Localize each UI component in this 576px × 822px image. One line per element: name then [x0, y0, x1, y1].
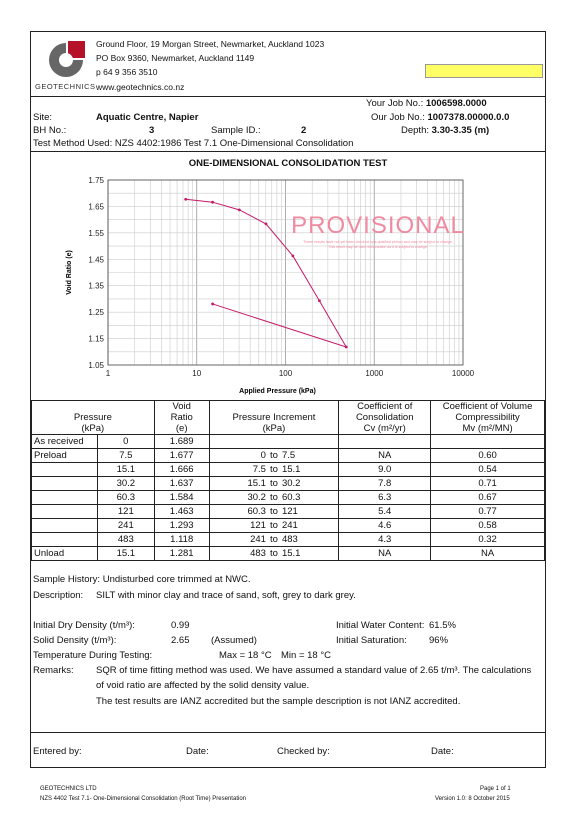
table-row: [32, 519, 545, 533]
our-job-value: 1007378.00000.0.0: [427, 112, 510, 123]
cv-cell: 4.3: [339, 533, 431, 547]
stage-cell: [32, 505, 98, 519]
cv-cell: NA: [339, 449, 431, 463]
mv-cell: 0.77: [431, 505, 545, 519]
increment-to-word: to: [270, 520, 278, 531]
cv-cell: [339, 435, 431, 449]
increment-from: 7.5: [252, 464, 266, 475]
logo-wordmark: GEOTECHNICS: [35, 82, 96, 91]
pressure-cell: 241: [97, 519, 154, 533]
stage-cell: Preload: [32, 449, 98, 463]
your-job-value: 1006598.0000: [425, 98, 487, 109]
entered-by-label: Entered by:: [33, 746, 82, 757]
history-label: Sample History:: [33, 574, 101, 585]
cv-cell: 6.3: [339, 491, 431, 505]
increment-to-word: to: [270, 464, 278, 475]
stage-cell: [32, 477, 98, 491]
x-tick-label: 100: [278, 369, 293, 378]
header-cv: Coefficient of Consolidation Cv (m²/yr): [339, 401, 431, 435]
y-tick-label: 1.55: [88, 228, 104, 238]
x-tick-label: 10000: [451, 369, 475, 378]
pressure-cell: 121: [97, 505, 154, 519]
site-value: Aquatic Centre, Napier: [96, 112, 199, 123]
saturation-label: Initial Saturation:: [336, 635, 407, 646]
header-pressure: Pressure (kPa): [32, 401, 155, 435]
date-label-2: Date:: [431, 746, 454, 757]
increment-to-word: to: [270, 450, 278, 461]
increment-cell: [209, 519, 339, 533]
description-label: Description:: [33, 590, 84, 601]
stage-cell: [32, 491, 98, 505]
increment-to: 121: [281, 506, 298, 517]
void-ratio-cell: 1.293: [154, 519, 209, 533]
solid-density-label: Solid Density (t/m³):: [33, 635, 117, 646]
increment-from: 121: [250, 520, 266, 531]
pressure-cell: 60.3: [97, 491, 154, 505]
remark-line-1: SQR of time fitting method was used. We have assumed a standard value of 2.65 t/m³. The calculations: [96, 665, 532, 676]
mv-cell: [431, 435, 545, 449]
data-point: [291, 254, 294, 257]
increment-to: 15.1: [281, 548, 301, 559]
y-tick-label: 1.45: [88, 255, 104, 265]
remark-line-2: of void ratio are affected by the solid density value.: [96, 680, 310, 691]
increment-to-word: to: [270, 534, 278, 545]
bh-value: 3: [149, 125, 155, 136]
increment-cell: [209, 477, 339, 491]
void-ratio-cell: 1.677: [154, 449, 209, 463]
increment-from: 0: [260, 450, 266, 461]
footer-version: Version 1.0: 8 October 2015: [435, 796, 510, 802]
data-point: [345, 346, 348, 349]
dry-density-label: Initial Dry Density (t/m³):: [33, 620, 135, 631]
yellow-stamp: [425, 64, 543, 78]
header-mv: Coefficient of Volume Compressibility Mv (m²/MN): [431, 401, 545, 435]
water-content-value: 61.5%: [429, 620, 456, 631]
footer-document: NZS 4402 Test 7.1- One-Dimensional Consolidation (Root Time) Presentation: [40, 796, 246, 802]
stage-cell: [32, 533, 98, 547]
header-void-ratio: Void Ratio (e): [154, 401, 209, 435]
cv-cell: 5.4: [339, 505, 431, 519]
report-frame: [30, 31, 546, 768]
data-point: [211, 303, 214, 306]
increment-from: 241: [250, 534, 266, 545]
pressure-cell: 15.1: [97, 547, 154, 561]
void-ratio-cell: 1.463: [154, 505, 209, 519]
table-row: [32, 505, 545, 519]
increment-to-word: to: [270, 492, 278, 503]
data-point: [211, 201, 214, 204]
address-line-2: PO Box 9360, Newmarket, Auckland 1149: [96, 53, 255, 63]
increment-cell: [209, 449, 339, 463]
void-ratio-cell: 1.584: [154, 491, 209, 505]
phone: p 64 9 356 3510: [96, 67, 158, 77]
table-header-row: [32, 401, 545, 435]
increment-cell: [209, 547, 339, 561]
our-job-label: Our Job No.:: [371, 112, 425, 123]
data-point: [265, 222, 268, 225]
increment-cell: [209, 435, 339, 449]
cv-cell: 4.6: [339, 519, 431, 533]
void-ratio-cell: 1.281: [154, 547, 209, 561]
increment-to-word: to: [270, 548, 278, 559]
table-row: [32, 477, 545, 491]
y-tick-label: 1.35: [88, 281, 104, 291]
increment-to: 60.3: [281, 492, 301, 503]
cv-cell: 7.8: [339, 477, 431, 491]
temperature-min: Min = 18 °C: [281, 650, 332, 661]
solid-density-note: (Assumed): [211, 635, 257, 646]
remarks-label: Remarks:: [33, 665, 74, 676]
date-label-1: Date:: [186, 746, 209, 757]
increment-to: 241: [281, 520, 298, 531]
cv-cell: 9.0: [339, 463, 431, 477]
data-point: [184, 198, 187, 201]
void-ratio-cell: 1.637: [154, 477, 209, 491]
divider: [31, 151, 545, 152]
description-value: SILT with minor clay and trace of sand, soft, grey to dark grey.: [96, 590, 356, 601]
increment-cell: [209, 463, 339, 477]
increment-to: 483: [281, 534, 298, 545]
consolidation-table: [31, 400, 545, 561]
y-tick-label: 1.15: [88, 334, 104, 344]
pressure-cell: 483: [97, 533, 154, 547]
temperature-label: Temperature During Testing:: [33, 650, 153, 661]
y-tick-label: 1.75: [88, 176, 104, 185]
increment-to: 30.2: [281, 478, 301, 489]
stage-cell: [32, 463, 98, 477]
pressure-cell: 0: [97, 435, 154, 449]
y-tick-label: 1.05: [88, 361, 104, 370]
data-point: [238, 208, 241, 211]
table-row: [32, 533, 545, 547]
mv-cell: 0.67: [431, 491, 545, 505]
remark-line-3: The test results are IANZ accredited but the sample description is not IANZ accredited.: [96, 696, 461, 707]
site-label: Site:: [33, 112, 53, 123]
pressure-cell: 7.5: [97, 449, 154, 463]
increment-from: 30.2: [247, 492, 266, 503]
table-row: [32, 491, 545, 505]
void-ratio-cell: 1.666: [154, 463, 209, 477]
address-line-1: Ground Floor, 19 Morgan Street, Newmarket, Auckland 1023: [96, 39, 325, 49]
chart-title: ONE-DIMENSIONAL CONSOLIDATION TEST: [188, 158, 388, 169]
header-pressure-increment: Pressure Increment (kPa): [209, 401, 339, 435]
mv-cell: 0.54: [431, 463, 545, 477]
provisional-note-1: These results have not yet been checked by a qualified person and may be subject to change.: [303, 240, 453, 244]
pressure-cell: 30.2: [97, 477, 154, 491]
footer-page: Page 1 of 1: [480, 786, 511, 792]
saturation-value: 96%: [429, 635, 449, 646]
x-axis-label: Applied Pressure (kPa): [239, 388, 316, 395]
increment-from: 60.3: [247, 506, 266, 517]
provisional-watermark: PROVISIONAL: [291, 212, 465, 239]
y-tick-label: 1.65: [88, 202, 104, 212]
increment-to-word: to: [270, 506, 278, 517]
consolidation-chart: [31, 170, 545, 400]
table-row: [32, 463, 545, 477]
table-row: [32, 449, 545, 463]
stage-cell: [32, 519, 98, 533]
test-method: Test Method Used: NZS 4402:1986 Test 7.1 One-Dimensional Consolidation: [33, 138, 354, 149]
sample-value: 2: [301, 125, 307, 136]
increment-cell: [209, 491, 339, 505]
temperature-max: Max = 18 °C: [219, 650, 272, 661]
y-tick-label: 1.25: [88, 308, 104, 318]
increment-from: 483: [250, 548, 266, 559]
history-value: Undisturbed core trimmed at NWC.: [102, 574, 251, 585]
mv-cell: 0.71: [431, 477, 545, 491]
increment-from: 15.1: [247, 478, 266, 489]
mv-cell: 0.58: [431, 519, 545, 533]
sample-label: Sample ID.:: [211, 125, 261, 136]
increment-to-word: to: [270, 478, 278, 489]
void-ratio-cell: 1.689: [154, 435, 209, 449]
mv-cell: NA: [431, 547, 545, 561]
geotechnics-logo: [41, 40, 91, 80]
cv-cell: NA: [339, 547, 431, 561]
increment-to: 15.1: [281, 464, 301, 475]
provisional-note-2: This result may be used with caution as it is subject to change.: [328, 245, 428, 249]
x-tick-label: 10: [192, 369, 202, 378]
x-tick-label: 1: [105, 369, 111, 378]
mv-cell: 0.60: [431, 449, 545, 463]
website: www.geotechnics.co.nz: [96, 82, 185, 92]
void-ratio-cell: 1.118: [154, 533, 209, 547]
increment-to: 7.5: [281, 450, 296, 461]
checked-by-label: Checked by:: [277, 746, 330, 757]
y-axis-label: Void Ratio (e): [66, 250, 73, 295]
stage-cell: As received: [32, 435, 98, 449]
your-job-label: Your Job No.:: [366, 98, 424, 109]
bh-label: BH No.:: [33, 125, 67, 136]
depth-value: 3.30-3.35 (m): [431, 125, 490, 136]
mv-cell: 0.32: [431, 533, 545, 547]
dry-density-value: 0.99: [171, 620, 190, 631]
pressure-cell: 15.1: [97, 463, 154, 477]
increment-cell: [209, 533, 339, 547]
divider: [31, 732, 545, 733]
divider: [31, 96, 545, 97]
table-row: [32, 547, 545, 561]
x-tick-label: 1000: [365, 369, 384, 378]
water-content-label: Initial Water Content:: [336, 620, 425, 631]
increment-cell: [209, 505, 339, 519]
data-point: [318, 299, 321, 302]
stage-cell: Unload: [32, 547, 98, 561]
depth-label: Depth:: [401, 125, 429, 136]
solid-density-value: 2.65: [171, 635, 190, 646]
table-row: [32, 435, 545, 449]
footer-company: GEOTECHNICS LTD: [40, 786, 97, 792]
